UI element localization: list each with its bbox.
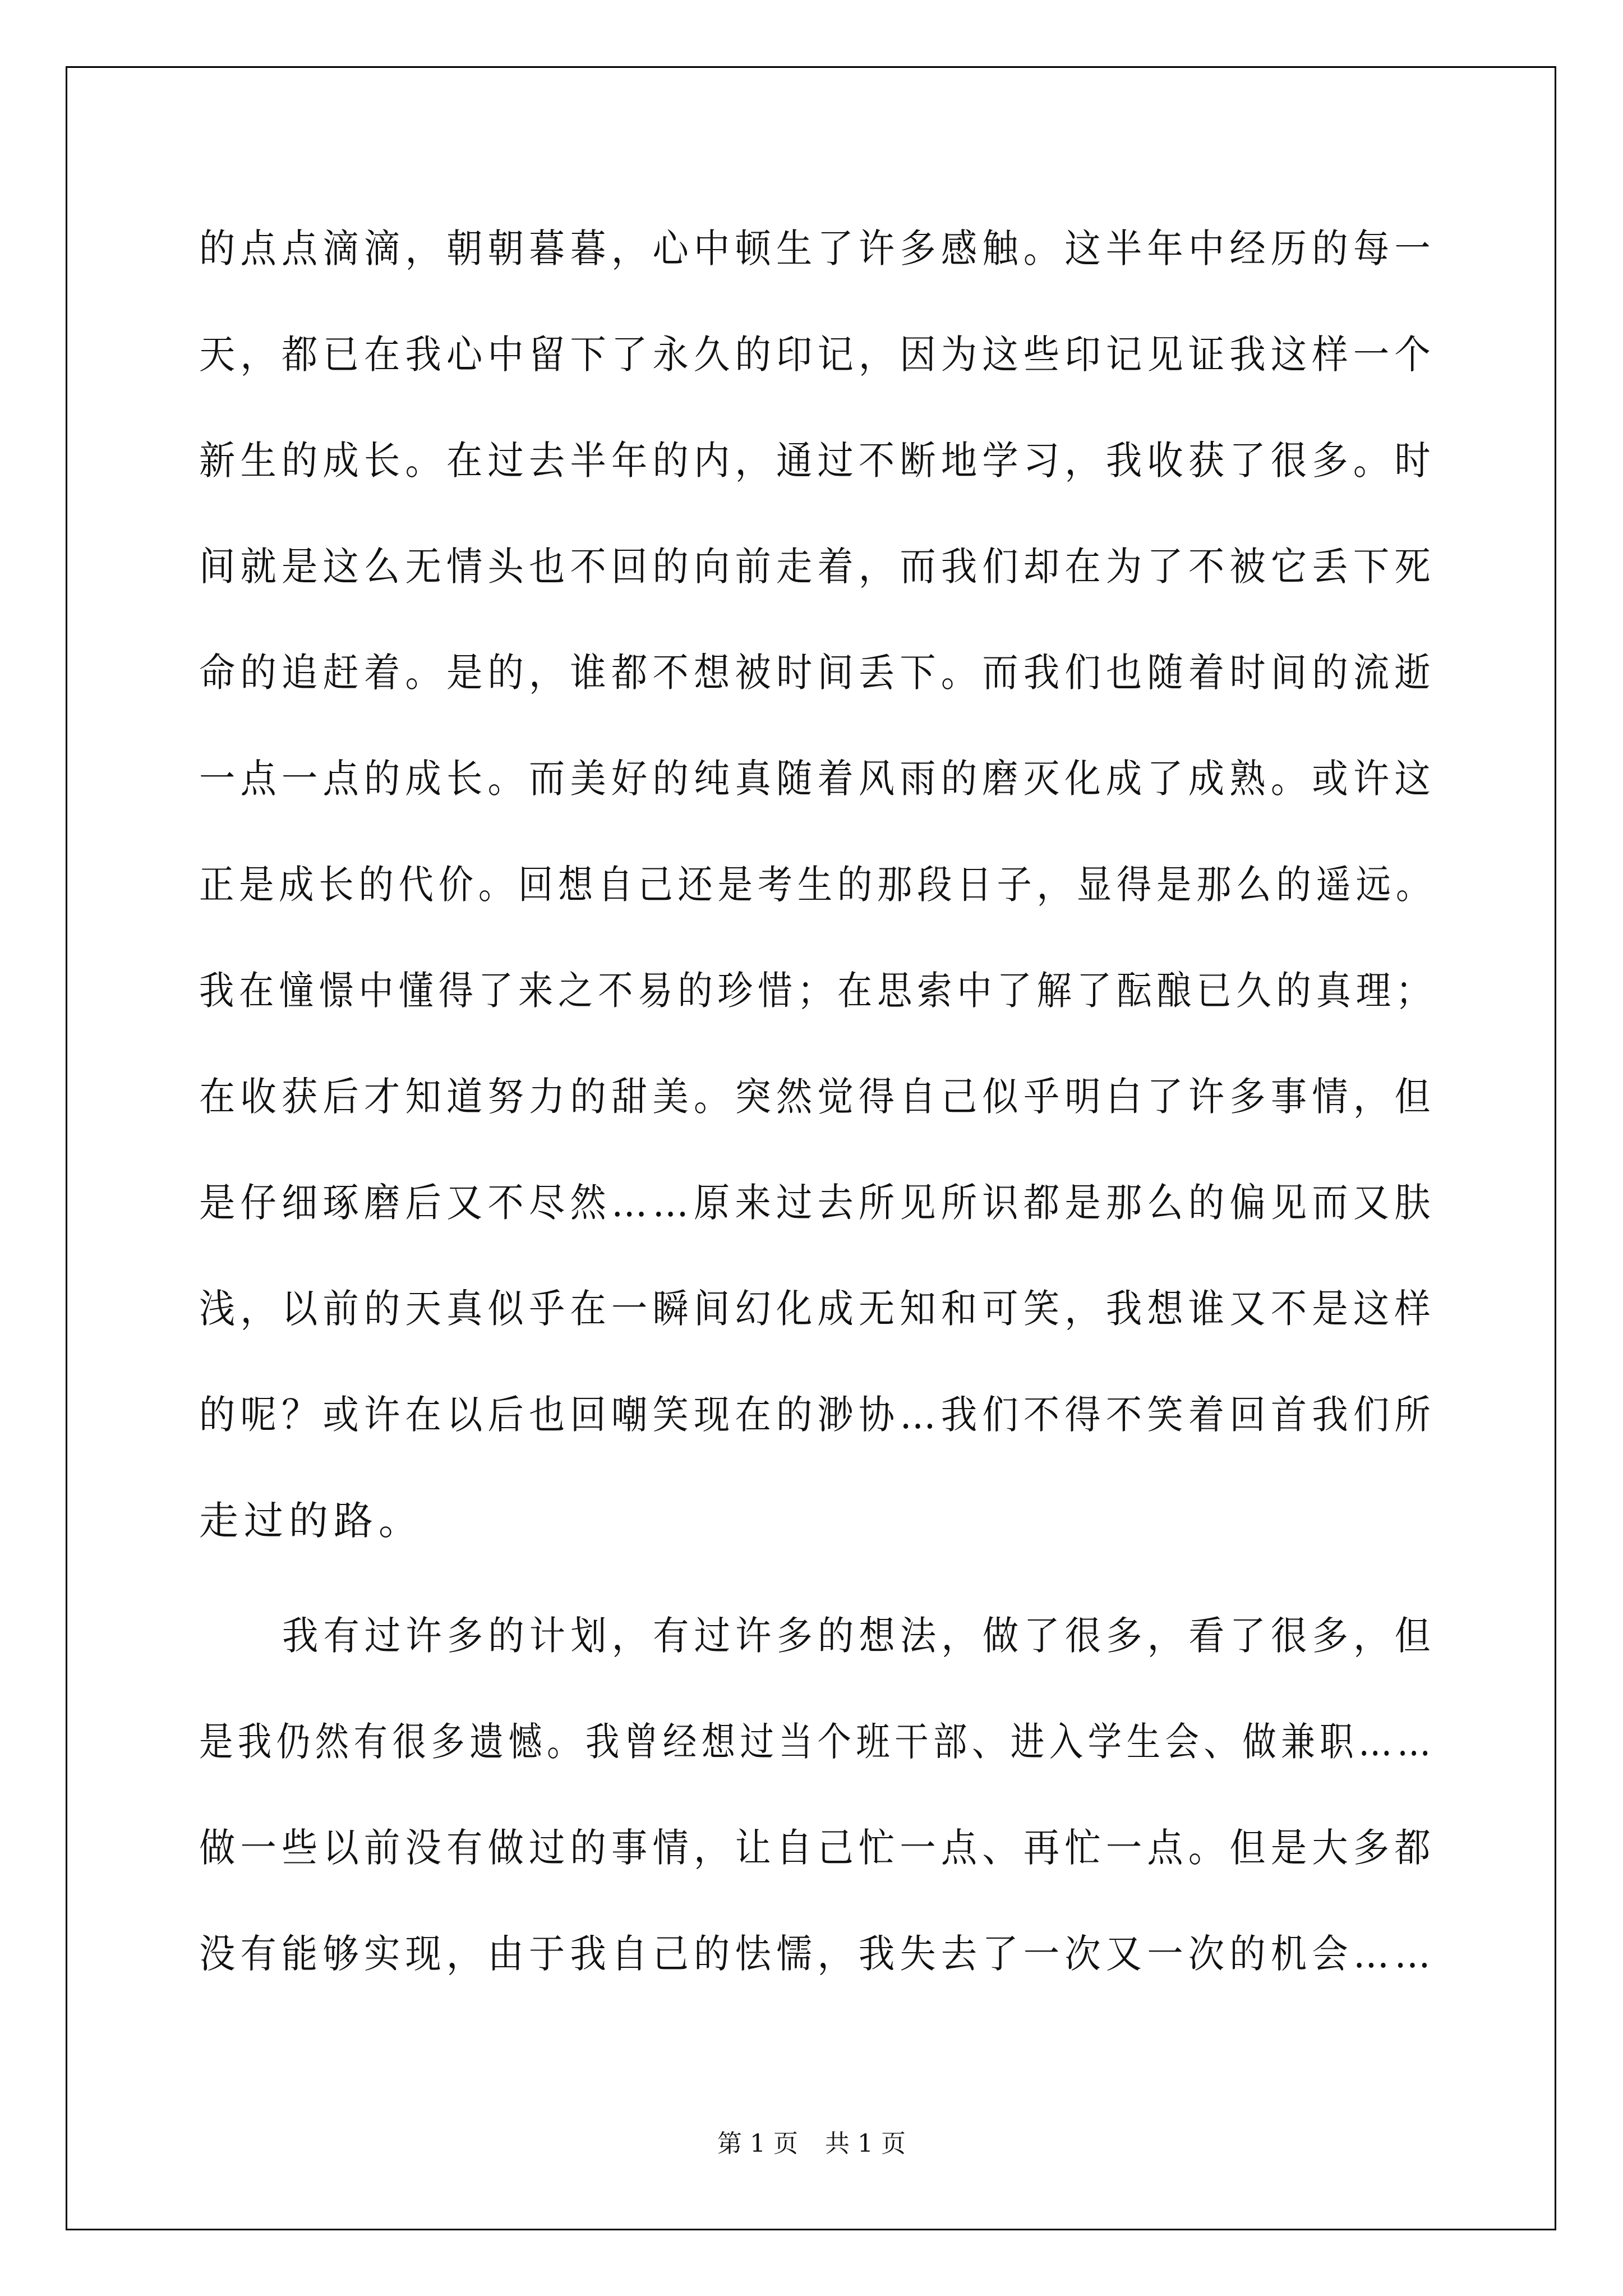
text-line: 在收获后才知道努力的甜美。突然觉得自己似乎明白了许多事情，但 bbox=[199, 1074, 1436, 1120]
paragraph-gap bbox=[199, 1590, 1436, 1599]
text-line: 没有能够实现，由于我自己的怯懦，我失去了一次又一次的机会…… bbox=[199, 1931, 1436, 1977]
text-line: 一点一点的成长。而美好的纯真随着风雨的磨灭化成了成熟。或许这 bbox=[199, 756, 1436, 802]
text-line: 我在憧憬中懂得了来之不易的珍惜；在思索中了解了酝酿已久的真理； bbox=[199, 968, 1436, 1014]
text-line: 间就是这么无情头也不回的向前走着，而我们却在为了不被它丢下死 bbox=[199, 544, 1436, 590]
page-total: 共 1 页 bbox=[825, 2129, 906, 2158]
text-line: 是仔细琢磨后又不尽然……原来过去所见所识都是那么的偏见而又肤 bbox=[199, 1180, 1436, 1226]
paragraph-1 bbox=[199, 212, 1436, 1590]
text-line: 走过的路。 bbox=[199, 1498, 423, 1544]
text-line: 的点点滴滴，朝朝暮暮，心中顿生了许多感触。这半年中经历的每一 bbox=[199, 226, 1436, 272]
text-line: 正是成长的代价。回想自己还是考生的那段日子，显得是那么的遥远。 bbox=[199, 862, 1436, 908]
text-line: 浅，以前的天真似乎在一瞬间幻化成无知和可笑，我想谁又不是这样 bbox=[199, 1286, 1436, 1332]
page-footer bbox=[0, 2123, 1623, 2159]
paragraph-2 bbox=[199, 1599, 1436, 2023]
text-line: 的呢？或许在以后也回嘲笑现在的渺协…我们不得不笑着回首我们所 bbox=[199, 1392, 1436, 1438]
document-body bbox=[199, 212, 1436, 2023]
text-line: 新生的成长。在过去半年的内，通过不断地学习，我收获了很多。时 bbox=[199, 438, 1436, 484]
text-line: 天，都已在我心中留下了永久的印记，因为这些印记见证我这样一个 bbox=[199, 332, 1436, 378]
text-line: 做一些以前没有做过的事情，让自己忙一点、再忙一点。但是大多都 bbox=[199, 1825, 1436, 1871]
text-line: 命的追赶着。是的，谁都不想被时间丢下。而我们也随着时间的流逝 bbox=[199, 650, 1436, 696]
text-line: 是我仍然有很多遗憾。我曾经想过当个班干部、进入学生会、做兼职…… bbox=[199, 1719, 1436, 1765]
page-number: 第 1 页 bbox=[717, 2129, 798, 2158]
text-line: 我有过许多的计划，有过许多的想法，做了很多，看了很多，但 bbox=[282, 1613, 1436, 1659]
